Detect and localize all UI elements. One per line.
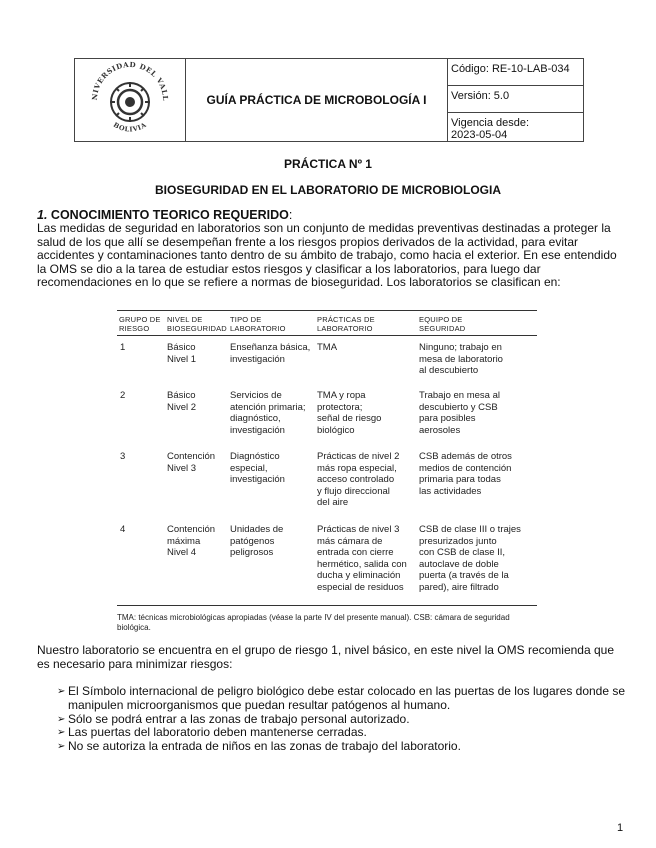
section-number: 1. [37,208,48,222]
recommendations-list [57,685,627,754]
table-cell-tipo: Servicios de atención primaria; diagnóstico, investigación [230,390,306,436]
table-cell-tipo: Diagnóstico especial, investigación [230,451,285,486]
biosafety-table [117,300,537,640]
col-header-practicas: PRÁCTICAS DE LABORATORIO [317,315,375,333]
table-cell-nivel: Básico Nivel 1 [167,342,197,365]
bullet-arrow-icon: ➢ [57,727,66,739]
table-cell-nivel: Básico Nivel 2 [167,390,197,413]
table-cell-nivel: Contención máxima Nivel 4 [167,524,216,559]
table-cell-nivel: Contención Nivel 3 [167,451,216,474]
list-item: ➢ No se autoriza la entrada de niños en las zonas de trabajo del laboratorio. [57,739,461,754]
table-footnote: TMA: técnicas microbiológicas apropiadas (véase la parte IV del presente manual). CSB: cámara de seguridad biológica. [117,613,510,632]
table-cell-practicas: TMA y ropa protectora; señal de riesgo biológico [317,390,382,436]
table-cell-tipo: Enseñanza básica, investigación [230,342,311,365]
table-bottom-rule [117,605,537,606]
table-top-rule [117,310,537,311]
practice-title: PRÁCTICA Nº 1 [284,157,372,171]
document-code: Código: RE-10-LAB-034 [448,59,584,86]
table-cell-grupo: 1 [120,342,126,353]
table-cell-grupo: 2 [120,390,126,401]
list-item: ➢ Las puertas del laboratorio deben mantenerse cerradas. [57,725,367,740]
validity-date: 2023-05-04 [451,129,508,141]
university-seal-icon [85,60,175,138]
table-cell-practicas: Prácticas de nivel 2 más ropa especial, acceso controlado y flujo direccional del aire [317,451,400,509]
page-number: 1 [617,822,624,834]
table-cell-practicas: Prácticas de nivel 3 más cámara de entrada con cierre hermético, salida con ducha y eliminación especial de residuos [317,524,407,593]
document-header [74,58,584,142]
list-item: ➢ Sólo se podrá entrar a las zonas de trabajo personal autorizado. [57,711,410,726]
table-cell-tipo: Unidades de patógenos peligrosos [230,524,284,559]
document-validity [448,113,584,142]
col-header-nivel: NIVEL DE BIOSEGURIDAD [167,315,227,333]
bullet-arrow-icon: ➢ [57,713,66,725]
col-header-tipo: TIPO DE LABORATORIO [230,315,286,333]
guide-title: GUÍA PRÁCTICA DE MICROBOLOGÍA I [186,59,448,142]
table-cell-practicas: TMA [317,342,338,353]
table-header-rule [117,335,537,336]
intro-paragraph: Las medidas de seguridad en laboratorios son un conjunto de medidas preventivas destinadas a proteger la salud de los que allí se desempeñan frente a los riesgos propios derivados de la actividad, para evitar accidentes y contaminaciones tanto dentro de su ámbito de trabajo, como hacia el exterior. En ese entendido la OMS se dio a la tarea de estudiar estos riesgos y clasificar a los laboratorios, para luego dar recomendaciones en lo que se refiere a normas de bioseguridad. Los laboratorios se clasifican en: [37,221,617,290]
bullet-arrow-icon: ➢ [57,686,66,697]
table-cell-equipo: CSB de clase III o trajes presurizados junto con CSB de clase II, autoclave de doble puerta (a través de la pared), aire filtrado [419,524,521,593]
table-cell-grupo: 4 [120,524,126,535]
university-logo-cell [75,59,186,142]
document-version: Versión: 5.0 [448,86,584,113]
bullet-arrow-icon: ➢ [57,741,66,753]
table-cell-grupo: 3 [120,451,126,462]
section-heading [37,208,292,222]
risk-group-paragraph: Nuestro laboratorio se encuentra en el grupo de riesgo 1, nivel básico, en este nivel la OMS recomienda que es necesario para minimizar riesgos: [37,643,615,671]
table-cell-equipo: CSB además de otros medios de contención primaria para todas las actividades [419,451,512,497]
table-cell-equipo: Ninguno; trabajo en mesa de laboratorio al descubierto [419,342,503,377]
col-header-grupo: GRUPO DE RIESGO [119,315,161,333]
table-cell-equipo: Trabajo en mesa al descubierto y CSB para posibles aerosoles [419,390,500,436]
list-item: ➢ El Símbolo internacional de peligro biológico debe estar colocado en las puertas de los lugares donde se manipulen microorganismos que puedan resultar patógenos al humano. [57,684,626,712]
svg-text:UNIVERSIDAD DEL VALLE: NIVERSIDAD DEL VALL [89,59,171,101]
col-header-equipo: EQUIPO DE SEGURIDAD [419,315,466,333]
svg-text:BOLIVIA: BOLIVIA [111,120,149,134]
section-heading-colon: : [288,208,293,222]
validity-label: Vigencia desde: [451,117,530,129]
main-title: BIOSEGURIDAD EN EL LABORATORIO DE MICROBIOLOGIA [154,183,501,197]
section-heading-text: CONOCIMIENTO TEORICO REQUERIDO [47,208,289,222]
